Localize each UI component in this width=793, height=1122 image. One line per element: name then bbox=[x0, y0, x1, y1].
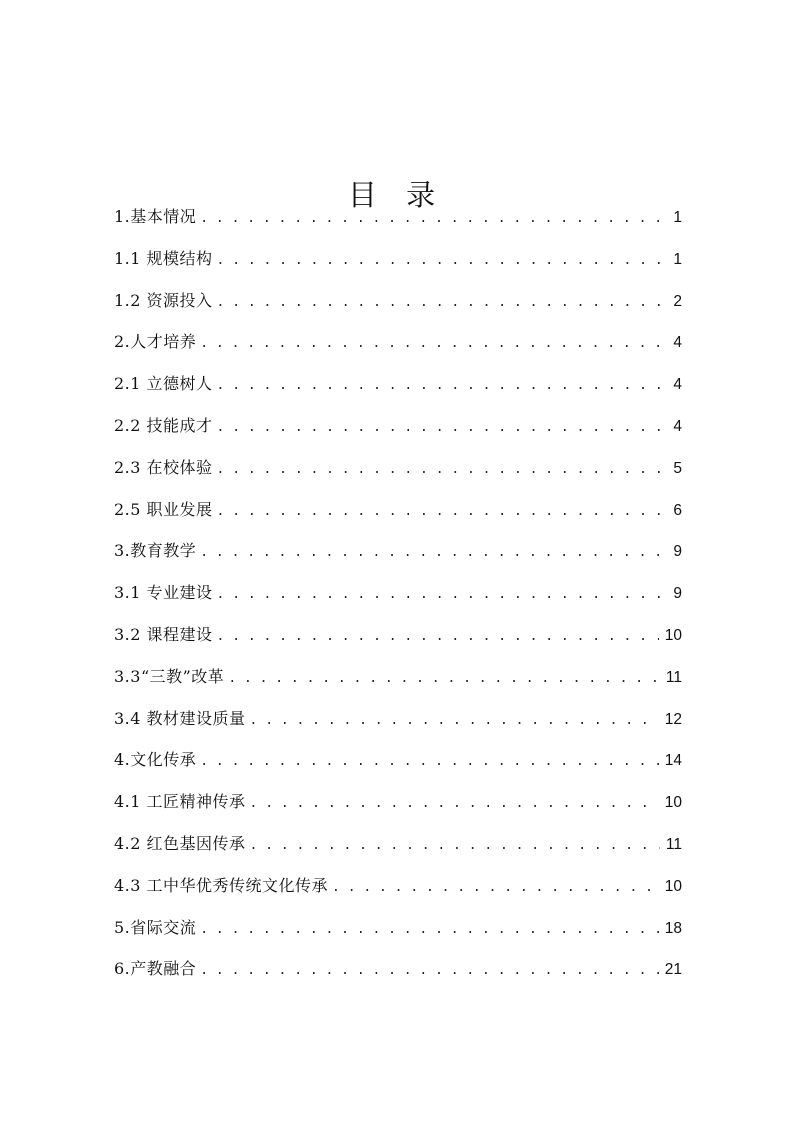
toc-entry[interactable] bbox=[114, 828, 682, 870]
toc-entry-label: 1.基本情况 bbox=[114, 207, 197, 226]
toc-entry-page: 1 bbox=[673, 250, 682, 268]
toc-entry-page: 6 bbox=[673, 501, 682, 519]
toc-entry-page: 12 bbox=[664, 710, 682, 728]
toc-entry-page: 9 bbox=[673, 543, 682, 561]
toc-entry[interactable] bbox=[114, 619, 682, 661]
toc-entry-label: 3.4 教材建设质量 bbox=[114, 708, 246, 728]
dot-leader bbox=[228, 663, 660, 695]
dot-leader bbox=[200, 746, 658, 778]
toc-entry-label: 4.1 工匠精神传承 bbox=[114, 792, 246, 812]
dot-leader bbox=[217, 621, 659, 653]
toc-entry-page: 4 bbox=[673, 376, 682, 394]
toc-entry[interactable] bbox=[114, 786, 682, 828]
dot-leader bbox=[217, 579, 668, 611]
toc-entry[interactable] bbox=[114, 201, 682, 243]
toc-entry-page: 21 bbox=[664, 961, 682, 979]
dot-leader bbox=[217, 496, 668, 528]
dot-leader bbox=[200, 328, 667, 360]
toc-entry-label: 4.3 工中华优秀传统文化传承 bbox=[114, 875, 329, 895]
toc-entry[interactable] bbox=[114, 535, 682, 577]
toc-entry-page: 11 bbox=[665, 835, 682, 853]
toc-entry[interactable] bbox=[114, 243, 682, 285]
toc-entry[interactable] bbox=[114, 326, 682, 368]
toc-entry-label: 3.教育教学 bbox=[114, 541, 197, 561]
dot-leader bbox=[200, 537, 667, 569]
toc-entry-page: 18 bbox=[664, 919, 682, 937]
dot-leader bbox=[217, 412, 668, 444]
toc-entry[interactable] bbox=[114, 953, 682, 995]
toc-entry-page: 5 bbox=[673, 459, 682, 477]
dot-leader bbox=[332, 872, 659, 904]
toc-entry[interactable] bbox=[114, 368, 682, 410]
toc-entry-label: 1.1 规模结构 bbox=[114, 248, 213, 268]
toc-entry-page: 2 bbox=[673, 292, 682, 310]
toc-entry-label: 5.省际交流 bbox=[114, 917, 197, 937]
toc-entry-label: 3.2 课程建设 bbox=[114, 624, 213, 644]
toc-entry-label: 1.2 资源投入 bbox=[114, 290, 213, 310]
toc-entry-label: 2.2 技能成才 bbox=[114, 415, 213, 435]
toc-entry-page: 10 bbox=[664, 877, 682, 895]
toc-entry[interactable] bbox=[114, 703, 682, 745]
toc-entry[interactable] bbox=[114, 494, 682, 536]
dot-leader bbox=[200, 955, 658, 987]
toc-entry-label: 2.1 立德树人 bbox=[114, 374, 213, 394]
dot-leader bbox=[250, 705, 659, 737]
toc-entry-page: 4 bbox=[673, 417, 682, 435]
toc-entry[interactable] bbox=[114, 452, 682, 494]
toc-list bbox=[114, 201, 682, 995]
toc-entry-label: 2.5 职业发展 bbox=[114, 499, 213, 519]
toc-entry[interactable] bbox=[114, 744, 682, 786]
toc-entry-page: 4 bbox=[673, 334, 682, 352]
toc-entry-label: 4.文化传承 bbox=[114, 750, 197, 770]
toc-entry[interactable] bbox=[114, 912, 682, 954]
toc-entry-label: 3.1 专业建设 bbox=[114, 583, 213, 603]
dot-leader bbox=[200, 203, 667, 235]
toc-entry-page: 10 bbox=[664, 794, 682, 812]
dot-leader bbox=[217, 245, 668, 277]
toc-entry-label: 3.3“三教”改革 bbox=[114, 666, 225, 686]
toc-entry-label: 2.人才培养 bbox=[114, 332, 197, 352]
toc-entry-label: 2.3 在校体验 bbox=[114, 457, 213, 477]
dot-leader bbox=[217, 287, 668, 319]
toc-entry-label: 4.2 红色基因传承 bbox=[114, 833, 246, 853]
dot-leader bbox=[217, 454, 668, 486]
dot-leader bbox=[250, 830, 660, 862]
dot-leader bbox=[200, 914, 658, 946]
toc-entry-page: 11 bbox=[665, 668, 682, 686]
toc-entry-page: 10 bbox=[664, 626, 682, 644]
dot-leader bbox=[250, 788, 659, 820]
toc-entry[interactable] bbox=[114, 661, 682, 703]
toc-entry[interactable] bbox=[114, 410, 682, 452]
toc-entry[interactable] bbox=[114, 577, 682, 619]
toc-entry[interactable] bbox=[114, 285, 682, 327]
toc-entry-page: 9 bbox=[673, 585, 682, 603]
toc-entry-label: 6.产教融合 bbox=[114, 959, 197, 979]
toc-entry-page: 1 bbox=[673, 209, 682, 226]
toc-entry-page: 14 bbox=[664, 752, 682, 770]
dot-leader bbox=[217, 370, 668, 402]
toc-title: 目 录 bbox=[347, 178, 446, 213]
toc-entry[interactable] bbox=[114, 870, 682, 912]
